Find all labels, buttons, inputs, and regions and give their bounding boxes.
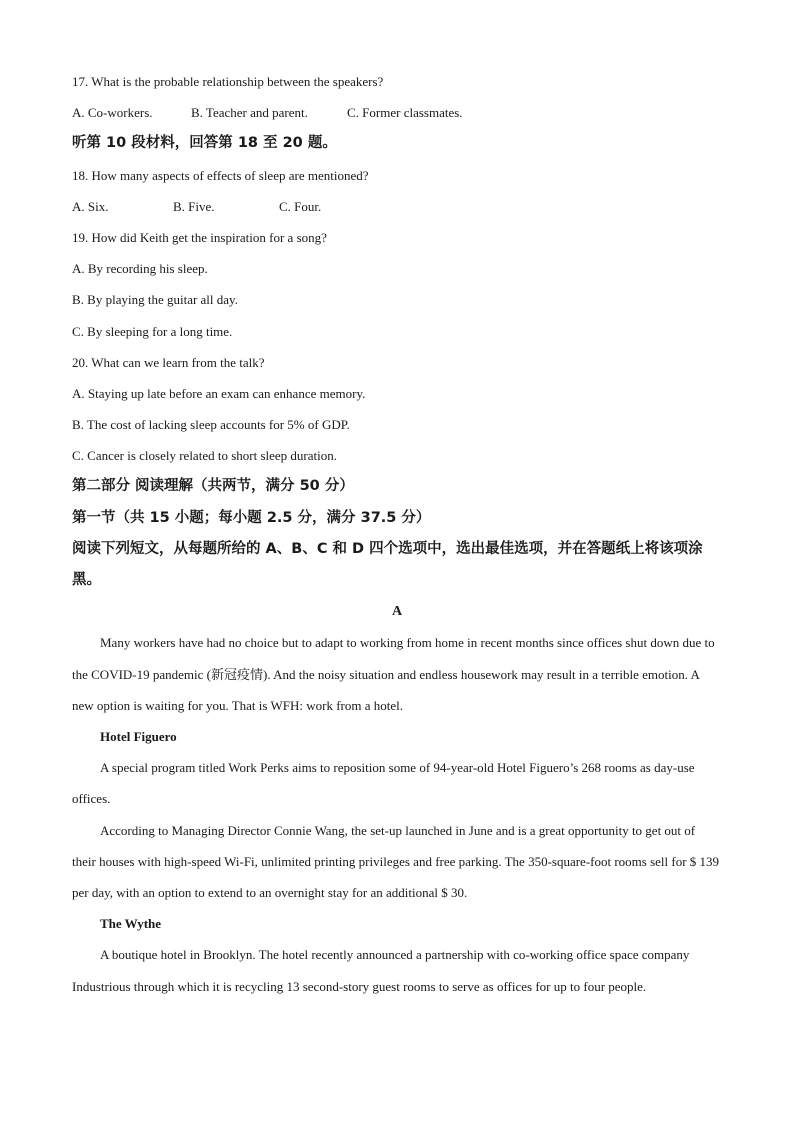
reading-instruction: 阅读下列短文，从每题所给的 A、B、C 和 D 四个选项中，选出最佳选项，并在答题纸上将该项涂黑。 bbox=[72, 540, 703, 589]
part-2-heading: 第二部分 阅读理解（共两节，满分 50 分） bbox=[72, 478, 354, 495]
option-a: A. Staying up late before an exam can enhance memory. bbox=[72, 385, 366, 401]
option-c: C. Four. bbox=[279, 198, 322, 214]
paragraph-intro: Many workers have had no choice but to adapt to working from home in recent months since offices shut down due to the COVID-19 pandemic (新冠疫情). And the noisy situation and endless housework may result in a terrible emotion. A new option is waiting for you. That is WFH: work from a hotel. bbox=[72, 635, 715, 713]
option-b: B. Teacher and parent. bbox=[191, 105, 308, 121]
question-18-options bbox=[72, 191, 722, 222]
paragraph-figuero-details: According to Managing Director Connie Wang, the set-up launched in June and is a great opportunity to get out of their houses with high-speed Wi-Fi, unlimited printing privileges and free parking. The 350-square-foot rooms sell for $ 139 per day, with an option to extend to an overnight stay for an additional $ 30. bbox=[72, 822, 720, 901]
question-19-stem: 19. How did Keith get the inspiration for a song? bbox=[72, 229, 327, 245]
option-b: B. The cost of lacking sleep accounts for 5% of GDP. bbox=[72, 417, 350, 433]
paragraph-wythe: A boutique hotel in Brooklyn. The hotel recently announced a partnership with co-working office space company Industrious through which it is recycling 13 second-story guest rooms to serve as offices for up to four people. bbox=[72, 947, 690, 994]
option-b: B. Five. bbox=[173, 198, 215, 214]
hotel-figuero-heading: Hotel Figuero bbox=[100, 729, 177, 745]
section-10-heading: 听第 10 段材料，回答第 18 至 20 题。 bbox=[72, 135, 337, 152]
question-18-stem: 18. How many aspects of effects of sleep are mentioned? bbox=[72, 167, 369, 183]
option-c: C. By sleeping for a long time. bbox=[72, 323, 233, 339]
question-17-options bbox=[72, 97, 722, 128]
question-20-stem: 20. What can we learn from the talk? bbox=[72, 354, 265, 370]
the-wythe-heading: The Wythe bbox=[100, 916, 162, 932]
passage-label: A bbox=[391, 604, 403, 620]
paragraph-figuero-program: A special program titled Work Perks aims to reposition some of 94-year-old Hotel Figuero’s 268 rooms as day-use offices. bbox=[72, 760, 695, 807]
document-page bbox=[72, 66, 722, 1002]
option-a: A. Six. bbox=[72, 198, 109, 214]
option-b: B. By playing the guitar all day. bbox=[72, 292, 238, 308]
option-a: A. Co-workers. bbox=[72, 105, 153, 121]
option-c: C. Former classmates. bbox=[347, 105, 463, 121]
option-a: A. By recording his sleep. bbox=[72, 261, 208, 277]
question-17-stem: 17. What is the probable relationship between the speakers? bbox=[72, 74, 384, 89]
section-1-heading: 第一节（共 15 小题；每小题 2.5 分，满分 37.5 分） bbox=[72, 509, 431, 526]
option-c: C. Cancer is closely related to short sleep duration. bbox=[72, 448, 337, 464]
